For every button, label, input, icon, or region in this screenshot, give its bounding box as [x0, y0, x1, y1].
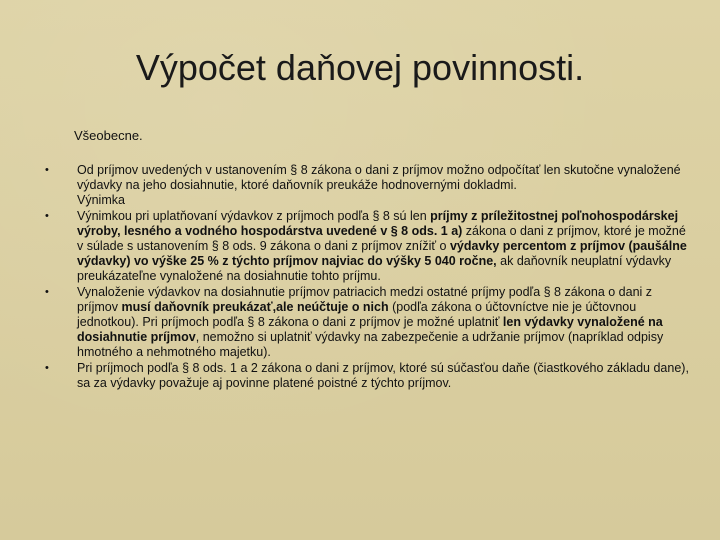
bullet-item-2-bold-1: príjmy z príležitostnej poľnohospodárskej výroby, lesného a vodného hospodárstva uvedené v § 8 ods. 1 a) — [77, 208, 679, 238]
section-heading: Všeobecne. — [74, 128, 143, 143]
bullet-list — [44, 163, 694, 391]
bullet-item-2-text-3: ak daňovník neuplatní výdavky preukázateľne vynaložené na dosiahnutie tohto príjmu. — [77, 254, 672, 284]
bullet-item-2 — [44, 209, 694, 285]
bullet-item-3-text-3: , nemožno si uplatniť výdavky na zabezpečenie a udržanie príjmov (napríklad odpisy hmotného a nehmotného majetku). — [77, 330, 664, 360]
bullet-item-3-text-1: Vynaloženie výdavkov na dosiahnutie príjmov patriacich medzi ostatné príjmy podľa § 8 zákona o dani z príjmov — [77, 284, 653, 314]
bullet-item-3-bold-2: len výdavky vynaložené na dosiahnutie príjmov — [77, 315, 663, 345]
slide-title: Výpočet daňovej povinnosti. — [135, 47, 585, 88]
bullet-item-2-text-1: Výnimkou pri uplatňovaní výdavkov z príjmoch podľa § 8 sú len — [77, 208, 431, 223]
bullet-item-3-bold-1: musí daňovník preukázať,ale neúčtuje o nich — [121, 299, 389, 314]
bullet-item-1: • Od príjmov uvedených v ustanovením § 8 zákona o dani z príjmov možno odpočítať len skutočne vynaložené výdavky na jeho dosiahnutie, ktoré daňovník preukáže hodnovernými dokladmi. — [44, 163, 694, 193]
vynimka-label: Výnimka — [77, 193, 125, 208]
bullet-item-3 — [44, 285, 694, 361]
bullet-item-3-text-2: (podľa zákona o účtovníctve nie je účtovnou jednotkou). Pri príjmoch podľa § 8 zákona o dani z príjmov je možné uplatniť — [77, 299, 637, 330]
bullet-item-4: • Pri príjmoch podľa § 8 ods. 1 a 2 zákona o dani z príjmov, ktoré sú súčasťou daňe (čiastkového základu dane), sa za výdavky považuje aj povinne platené poistné z týchto príjmov. — [44, 361, 694, 391]
bullet-item-2-bold-2: výdavky percentom z príjmov (paušálne výdavky) vo výške 25 % z týchto príjmov najviac do výšky 5 040 ročne, — [77, 239, 687, 269]
bullet-item-2-text-2: zákona o dani z príjmov, ktoré je možné v súlade s ustanovením § 8 ods. 9 zákona o dani z príjmov znížiť o — [77, 223, 686, 254]
